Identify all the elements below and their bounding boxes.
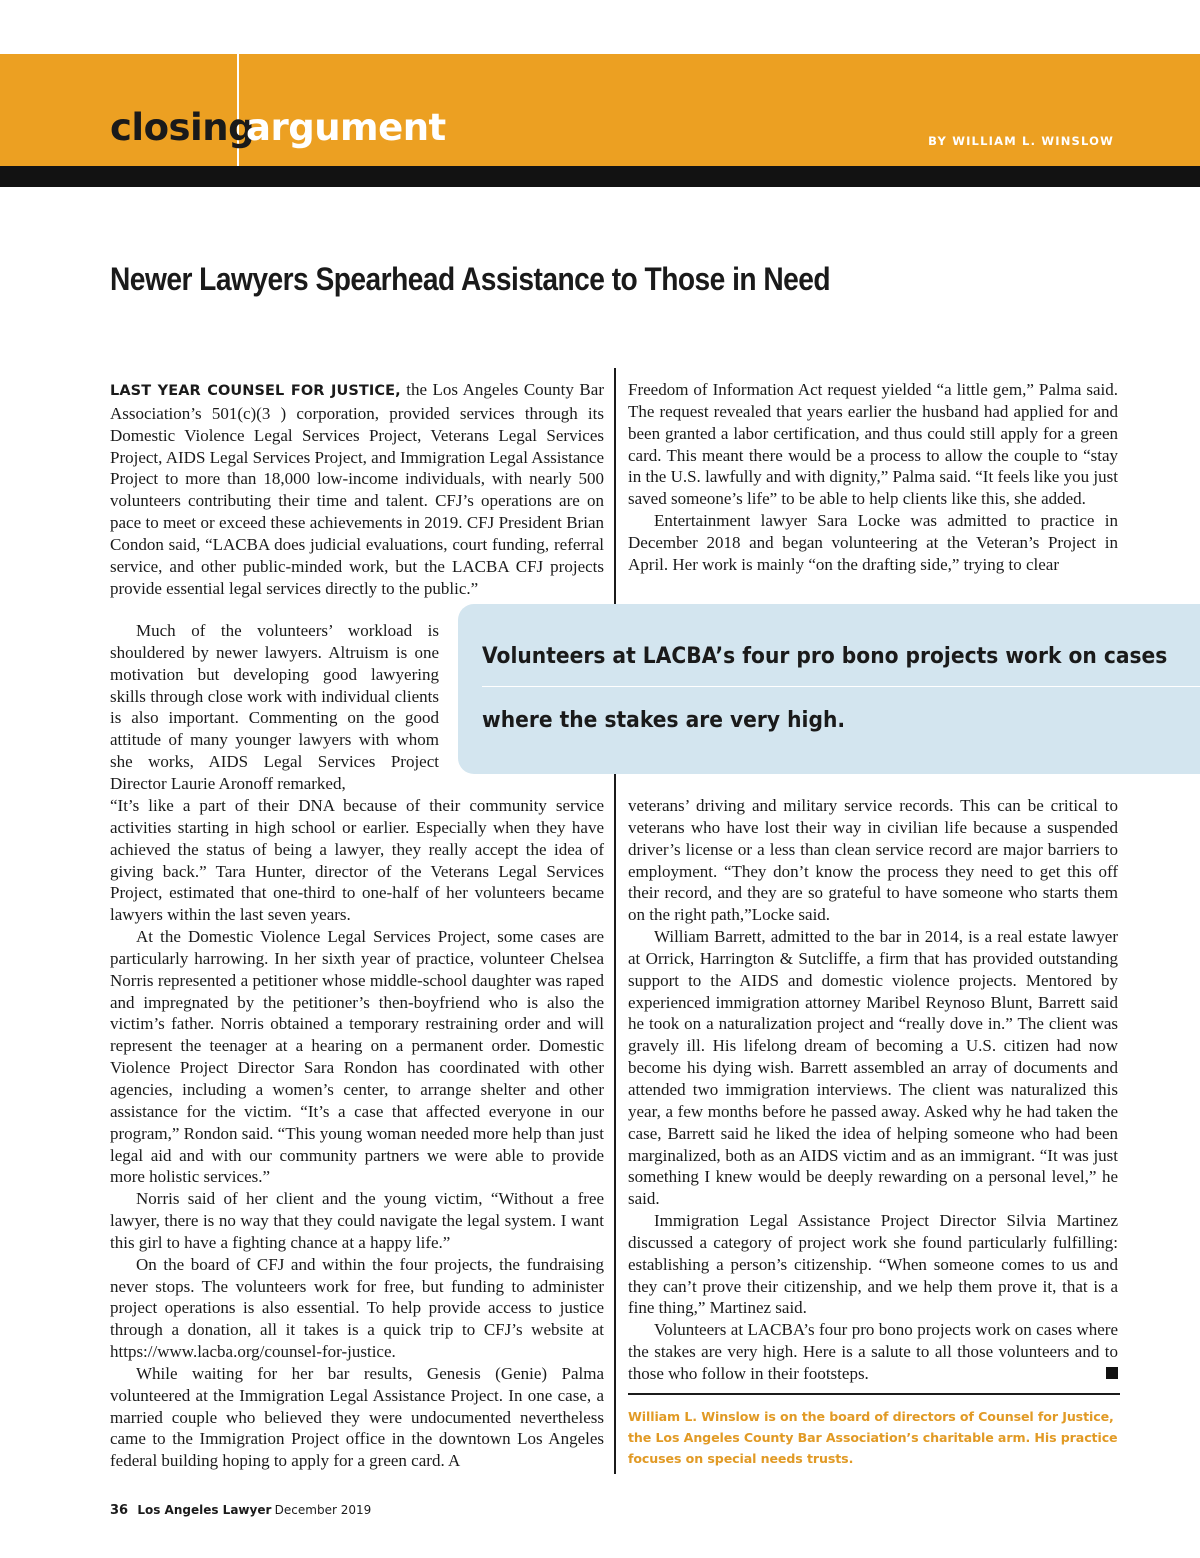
pull-quote-rule (482, 686, 1200, 687)
page-number: 36 (110, 1503, 129, 1518)
paragraph-2-bottom: “It’s like a part of their DNA because of their community service activities starting in high school or earlier. Especially when they have achieved the status of being a lawyer, they really accept the idea of giving back.” Tara Hunter, director of the Veterans Legal Services Project, estimated that one-third to one-half of her volunteers became lawyers within the last seven years. (110, 796, 604, 925)
paragraph-1: the Los Angeles County Bar Association’s 501(c)(3 ) corporation, provided services through its Domestic Violence Legal Services Project, Veterans Legal Services Project, AIDS Legal Services Project, and Immigration Legal Assistance Project to more than 18,000 low-income individuals, with nearly 500 volunteers contributing their time and talent. CFJ’s operations are on pace to meet or exceed these achievements in 2019. CFJ President Brian Condon said, “LACBA does judicial evaluations, court funding, referral service, and other public-minded work, but the LACBA CFJ projects provide essential legal services directly to the public.” (110, 380, 604, 598)
magazine-name: Los Angeles Lawyer (137, 1503, 272, 1517)
page-footer (110, 1502, 371, 1518)
article-headline: Newer Lawyers Spearhead Assistance to Those in Need (110, 261, 831, 297)
end-of-article-icon (1106, 1367, 1118, 1379)
pull-quote-line-2: where the stakes are very high. (482, 708, 846, 733)
bio-rule (628, 1393, 1120, 1395)
left-column-narrow (110, 620, 439, 795)
author-bio: William L. Winslow is on the board of directors of Counsel for Justice, the Los Angeles County Bar Association’s charitable arm. His practice focuses on special needs trusts. (628, 1409, 1118, 1466)
right-column-top (628, 379, 1118, 576)
right-column-bottom (628, 795, 1118, 1385)
pull-quote (458, 604, 1200, 774)
paragraph-4: Norris said of her client and the young victim, “Without a free lawyer, there is no way that they could navigate the legal system. I want this girl to have a fighting chance at a happy life.” (110, 1189, 604, 1252)
right-paragraph-3: veterans’ driving and military service records. This can be critical to veterans who have lost their way in civilian life because a suspended driver’s license or a less than clean service record are major barriers to employment. “They don’t know the process they need to get this off their record, and they are so grateful to have someone who starts them on the right path,”Locke said. (628, 796, 1118, 925)
issue-date: December 2019 (274, 1503, 372, 1517)
left-column-bottom (110, 795, 604, 1472)
lead-in: LAST YEAR COUNSEL FOR JUSTICE, (110, 383, 401, 399)
right-paragraph-6: Volunteers at LACBA’s four pro bono projects work on cases where the stakes are very high. Here is a salute to all those volunteers and to those who follow in their footsteps. (628, 1320, 1118, 1383)
right-paragraph-5: Immigration Legal Assistance Project Director Silvia Martinez discussed a category of project work she found particularly fulfilling: establishing a person’s citizenship. “When someone comes to us and they can’t prove their citizenship, and we help them prove it, that is a fine thing,” Martinez said. (628, 1211, 1118, 1318)
right-paragraph-1: Freedom of Information Act request yielded “a little gem,” Palma said. The request revealed that years earlier the husband had applied for and been granted a labor certification, and thus could still apply for a green card. This meant there would be a process to allow the couple to “stay in the U.S. lawfully and with dignity,” Palma said. “It feels like you just saved someone’s life” to be able to help clients like this, she added. (628, 380, 1118, 509)
pull-quote-line-1: Volunteers at LACBA’s four pro bono projects work on cases (482, 644, 1168, 669)
section-title-closing: closing (110, 106, 255, 149)
right-paragraph-2: Entertainment lawyer Sara Locke was admitted to practice in December 2018 and began volunteering at the Veteran’s Project in April. Her work is mainly “on the drafting side,” trying to clear (628, 511, 1118, 574)
author-byline: BY WILLIAM L. WINSLOW (928, 134, 1114, 148)
header-black-rule (0, 166, 1200, 187)
column-divider-top (614, 368, 616, 604)
column-divider-bottom (614, 774, 616, 1474)
section-title-argument: argument (246, 106, 446, 149)
right-paragraph-4: William Barrett, admitted to the bar in 2014, is a real estate lawyer at Orrick, Harrington & Sutcliffe, a firm that has provided outstanding support to the AIDS and domestic violence projects. Mentored by experienced immigration attorney Maribel Reynoso Blunt, Barrett said he took on a naturalization project and “really dove in.” The client was gravely ill. His lifelong dream of becoming a U.S. citizen had now become his dying wish. Barrett assembled an array of documents and attended two immigration interviews. The client was naturalized this year, a few months before he passed away. Asked why he had taken the case, Barrett said he liked the idea of helping someone who had been marginalized, both as an AIDS victim and as an immigrant. “It was just something I knew would be deeply rewarding on a personal level,” he said. (628, 927, 1118, 1209)
paragraph-3: At the Domestic Violence Legal Services Project, some cases are particularly harrowing. In her sixth year of practice, volunteer Chelsea Norris represented a petitioner whose middle-school daughter was raped and impregnated by the petitioner’s then-boyfriend who is also the victim’s father. Norris obtained a temporary restraining order and will represent the teenager at a hearing on a permanent order. Domestic Violence Project Director Sara Rondon has coordinated with other agencies, including a women’s center, to arrange shelter and other assistance for the victim. “It’s a case that affected everyone in our program,” Rondon said. “This young woman needed more help than just legal aid and with our community partners we were able to provide more holistic services.” (110, 927, 604, 1187)
left-column-top (110, 379, 604, 599)
paragraph-2-top: Much of the volunteers’ workload is shouldered by newer lawyers. Altruism is one motivation but developing good lawyering skills through close work with individual clients is also important. Commenting on the good attitude of many younger lawyers with whom she works, AIDS Legal Services Project Director Laurie Aronoff remarked, (110, 621, 439, 793)
paragraph-6: While waiting for her bar results, Genesis (Genie) Palma volunteered at the Immigration Legal Assistance Project. In one case, a married couple who believed they were undocumented nevertheless came to the Immigration Project office in the downtown Los Angeles federal building hoping to apply for a green card. A (110, 1363, 604, 1471)
paragraph-5: On the board of CFJ and within the four projects, the fundraising never stops. The volunteers work for free, but funding to administer project operations is also essential. To help provide access to justice through a donation, all it takes is a quick trip to CFJ’s website at https://www.lacba.org/counsel-for-justice. (110, 1254, 604, 1362)
